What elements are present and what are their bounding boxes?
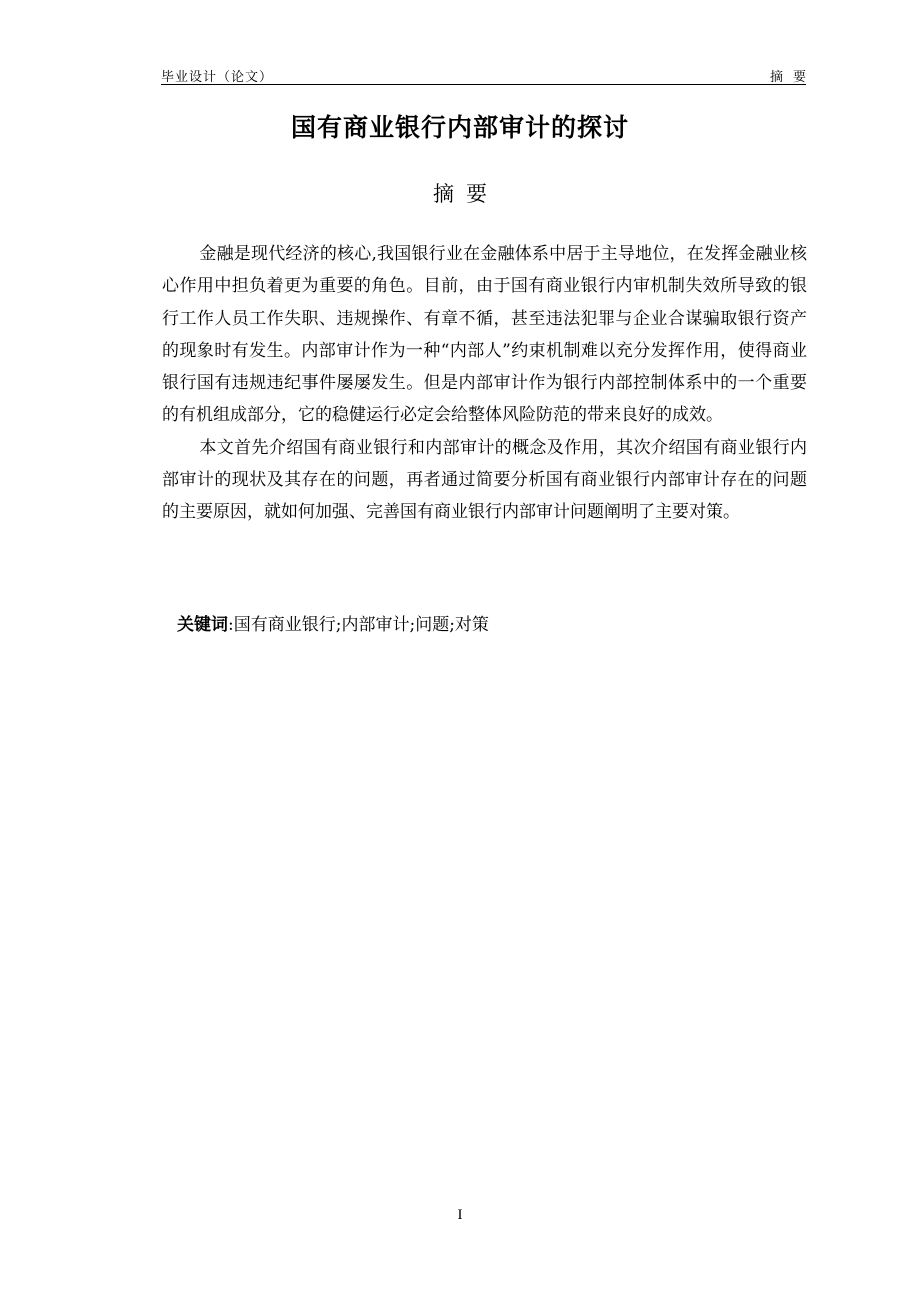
header-thesis-label: 毕业设计（论文） <box>161 70 274 85</box>
document-title: 国有商业银行内部审计的探讨 <box>290 113 629 142</box>
page-header <box>161 64 816 85</box>
keywords-line <box>177 611 489 639</box>
keywords-value: 国有商业银行;内部审计;问题;对策 <box>233 615 489 635</box>
abstract-heading: 摘要 <box>433 182 499 206</box>
keywords-separator: : <box>228 615 234 635</box>
abstract-paragraph-2: 本文首先介绍国有商业银行和内部审计的概念及作用，其次介绍国有商业银行内部审计的现状及其存在的问题，再者通过简要分析国有商业银行内部审计存在的问题的主要原因，就如何加强、完善国有商业银行内部审计问题阐明了主要对策。 <box>162 437 807 523</box>
header-section-label: 摘要 <box>769 70 816 85</box>
keywords-label: 关键词 <box>177 615 228 635</box>
page-number: I <box>457 1207 463 1223</box>
abstract-paragraph-1: 金融是现代经济的核心,我国银行业在金融体系中居于主导地位，在发挥金融业核心作用中担负着更为重要的角色。目前，由于国有商业银行内审机制失效所导致的银行工作人员工作失职、违规操作、有章不循，甚至违法犯罪与企业合谋骗取银行资产的现象时有发生。内部审计作为一种“内部人”约束机制难以充分发挥作用，使得商业银行国有违规违纪事件屡屡发生。但是内部审计作为银行内部控制体系中的一个重要的有机组成部分，它的稳健运行必定会给整体风险防范的带来良好的成效。 <box>162 244 807 426</box>
abstract-body <box>162 238 807 529</box>
